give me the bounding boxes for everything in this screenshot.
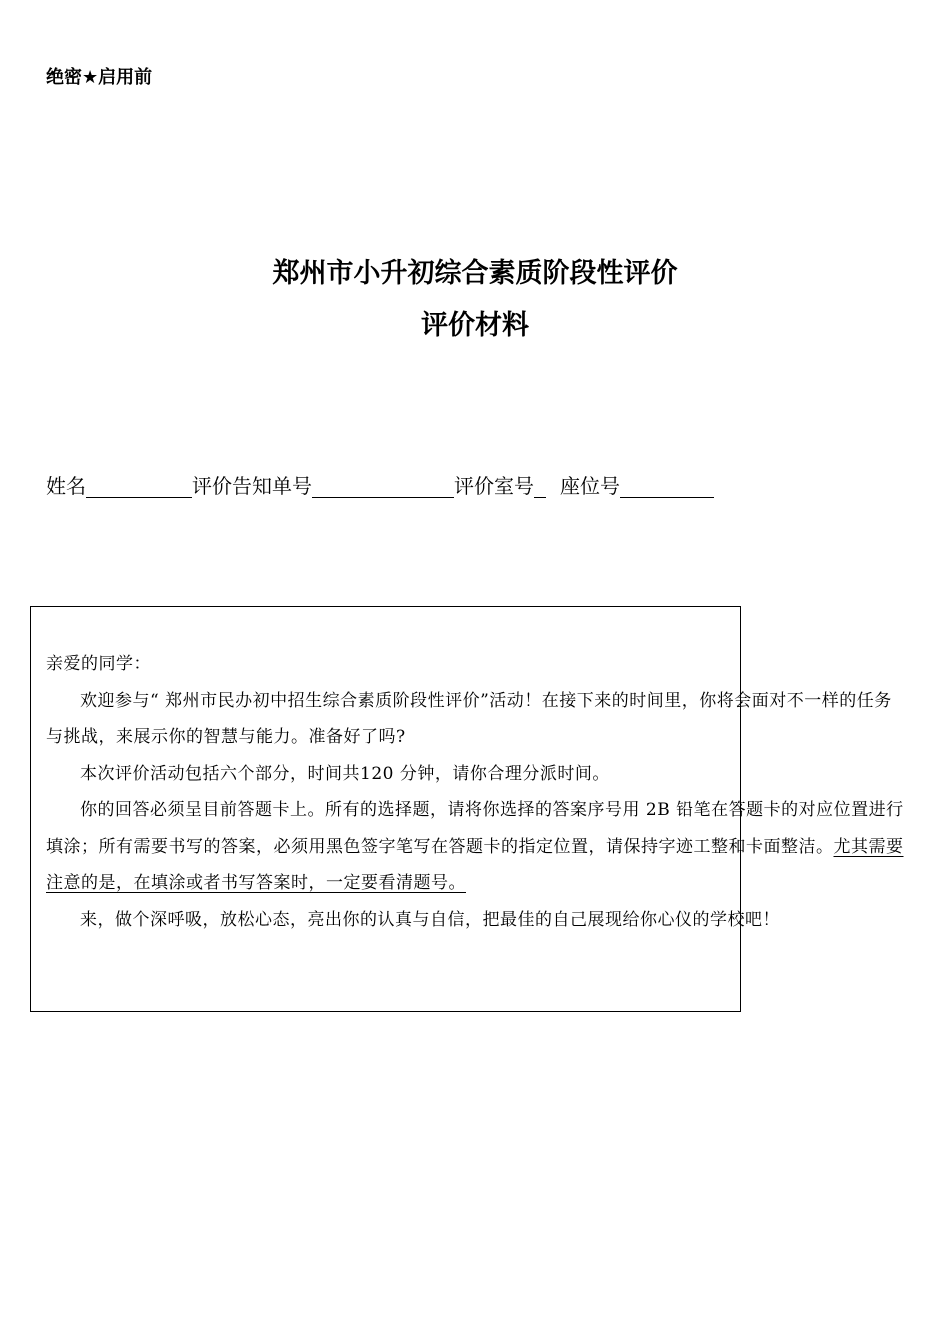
instructions-text: 你的回答必须呈目前答题卡上。所有的选择题，请将你选择的答案序号用 2B 铅笔在答题卡的对应位置进行填涂；所有需要书写的答案，必须用黑色签字笔写在答题卡的指定位置，请保持字迹工整和卡面整洁。: [46, 800, 904, 857]
notice-greeting: 亲爱的同学：: [46, 654, 151, 674]
name-label: 姓名: [46, 474, 86, 498]
instructions-emphasis: 尤其需要注意的是，在填涂或者书写答案时，一定要看清题号。: [46, 836, 904, 893]
confidential-label: 绝密★启用前: [46, 67, 153, 88]
seat-number-blank[interactable]: [620, 473, 714, 498]
notice-number-label: 评价告知单号: [192, 474, 312, 498]
notice-paragraph-welcome: 欢迎参与“ 郑州市民办初中招生综合素质阶段性评价”活动！在接下来的时间里，你将会面对不一样的任务与挑战，来展示你的智慧与能力。准备好了吗?: [46, 690, 892, 747]
student-info-row: [46, 470, 714, 502]
notice-paragraph-closing: 来，做个深呼吸，放松心态，亮出你的认真与自信，把最佳的自己展现给你心仪的学校吧！: [80, 909, 780, 930]
document-title: 郑州市小升初综合素质阶段性评价: [272, 258, 678, 289]
notice-paragraph-instructions: [46, 792, 908, 902]
room-number-blank[interactable]: [534, 473, 546, 498]
document-subtitle: 评价材料: [421, 310, 529, 341]
seat-number-label: 座位号: [560, 474, 620, 498]
notice-paragraph-duration: 本次评价活动包括六个部分，时间共120 分钟，请你合理分派时间。: [80, 763, 610, 784]
notice-text: [46, 646, 908, 938]
notice-number-blank[interactable]: [312, 473, 454, 498]
room-number-label: 评价室号: [454, 474, 534, 498]
name-blank[interactable]: [86, 473, 192, 498]
